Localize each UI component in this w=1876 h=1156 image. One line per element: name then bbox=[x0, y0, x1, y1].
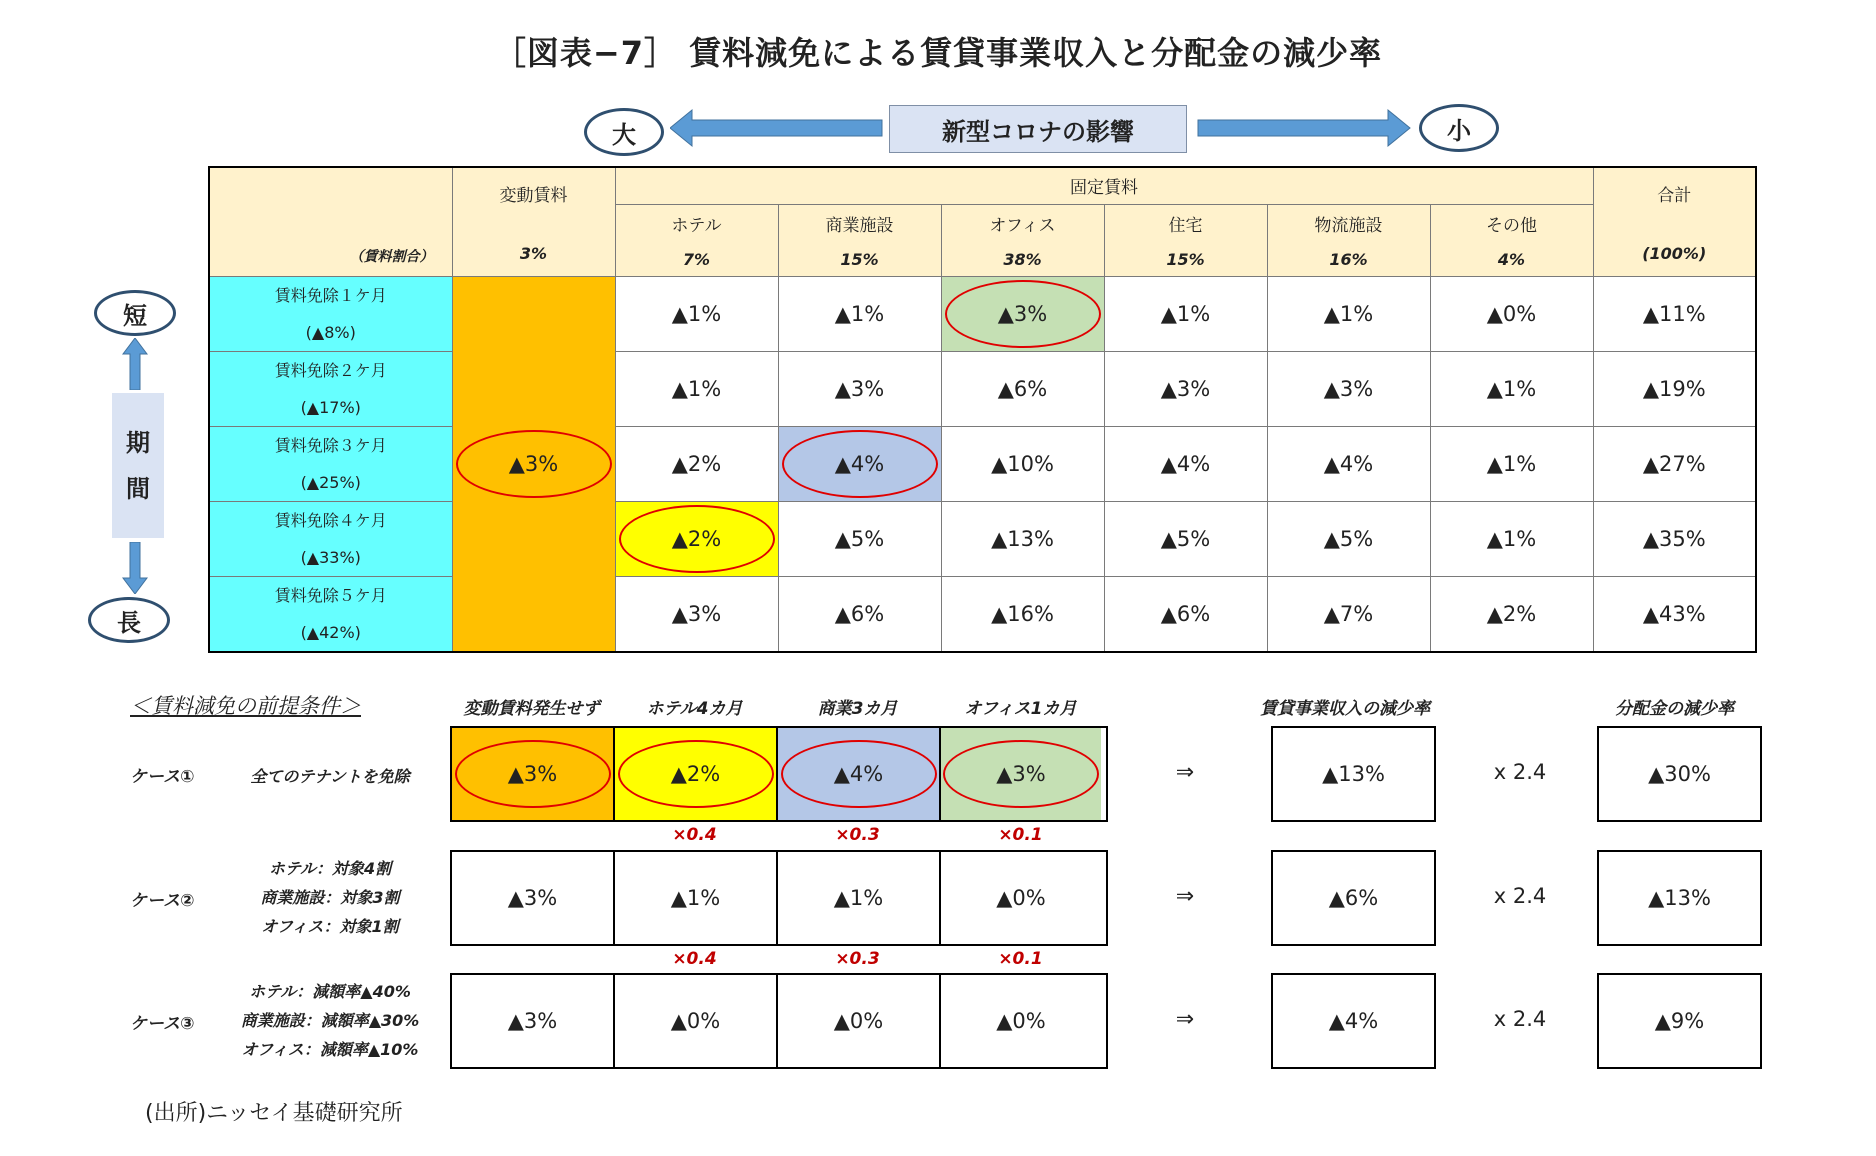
row-pct: (▲17%) bbox=[300, 397, 361, 417]
case-value-cell bbox=[615, 728, 778, 820]
multiplier-factor: x 2.4 bbox=[1493, 884, 1547, 908]
impact-big-label: 大 bbox=[612, 120, 636, 149]
data-cell bbox=[1430, 501, 1593, 576]
cell-value: ▲13% bbox=[991, 526, 1054, 551]
row-label: 賃料免除１ケ月 bbox=[274, 285, 387, 305]
share-label-cell bbox=[209, 167, 452, 276]
fixed-header-label: 固定賃料 bbox=[1070, 178, 1138, 199]
case-description bbox=[225, 762, 435, 791]
cell-value: ▲1% bbox=[1160, 301, 1211, 326]
data-cell bbox=[941, 576, 1104, 652]
case-value-cell bbox=[941, 728, 1101, 820]
data-cell bbox=[1267, 351, 1430, 426]
case-value: ▲0% bbox=[833, 1009, 884, 1033]
case-values-row bbox=[450, 850, 1108, 946]
total-value: ▲27% bbox=[1642, 451, 1706, 476]
cell-value: ▲6% bbox=[997, 376, 1048, 401]
highlight-circle bbox=[945, 280, 1101, 348]
cell-value: ▲3% bbox=[1323, 376, 1374, 401]
period-long-label: 長 bbox=[117, 608, 141, 637]
case-value-cell bbox=[452, 728, 615, 820]
fixed-col-header bbox=[778, 204, 941, 276]
cell-value: ▲1% bbox=[1486, 451, 1537, 476]
fixed-col-header bbox=[941, 204, 1104, 276]
case-value: ▲0% bbox=[996, 1009, 1046, 1033]
data-cell bbox=[1267, 426, 1430, 501]
period-label-top: 期 bbox=[126, 428, 150, 457]
fixed-col-share: 16% bbox=[1329, 250, 1368, 269]
cell-value: ▲6% bbox=[834, 601, 885, 626]
total-value: ▲35% bbox=[1642, 526, 1706, 551]
total-cell bbox=[1593, 276, 1756, 351]
case-value: ▲3% bbox=[507, 886, 558, 910]
case-label: ケース② bbox=[130, 891, 195, 911]
cell-value: ▲4% bbox=[1323, 451, 1374, 476]
implies-arrow: ⇒ bbox=[1175, 884, 1195, 909]
cond-header-variable: 変動賃料発生せず bbox=[463, 699, 600, 719]
case-value-cell bbox=[778, 728, 941, 820]
period-box bbox=[112, 393, 164, 538]
cell-value: ▲16% bbox=[991, 601, 1054, 626]
implies-arrow: ⇒ bbox=[1175, 760, 1195, 785]
case-value: ▲1% bbox=[670, 886, 721, 910]
fixed-col-name: 住宅 bbox=[1168, 216, 1203, 236]
distribution-decline-value: ▲13% bbox=[1648, 886, 1711, 910]
highlight-circle bbox=[618, 740, 774, 808]
highlight-circle bbox=[456, 430, 612, 498]
multiplier-factor: x 2.4 bbox=[1493, 760, 1547, 784]
fixed-col-name: 物流施設 bbox=[1314, 216, 1383, 236]
conditions-title: ＜賃料減免の前提条件＞ bbox=[130, 694, 361, 718]
distribution-decline-box bbox=[1597, 726, 1762, 822]
row-header bbox=[209, 576, 452, 652]
case-values-row bbox=[450, 726, 1108, 822]
distribution-decline-box bbox=[1597, 973, 1762, 1069]
fixed-col-name: オフィス bbox=[989, 216, 1056, 236]
ratio-multiplier: ×0.1 bbox=[998, 949, 1043, 969]
fixed-col-share: 15% bbox=[1166, 250, 1205, 269]
multiplier-factor: x 2.4 bbox=[1493, 1007, 1547, 1031]
case-value-cell bbox=[615, 975, 778, 1067]
case-value: ▲0% bbox=[670, 1009, 721, 1033]
case-description-line: 全てのテナントを免除 bbox=[250, 767, 410, 786]
impact-label: 新型コロナの影響 bbox=[942, 117, 1134, 146]
cell-value: ▲0% bbox=[1486, 301, 1537, 326]
row-header bbox=[209, 501, 452, 576]
cell-value: ▲2% bbox=[671, 526, 722, 551]
income-decline-box bbox=[1271, 973, 1436, 1069]
case-label: ケース③ bbox=[130, 1014, 195, 1034]
row-pct: (▲8%) bbox=[305, 322, 356, 342]
data-cell bbox=[778, 576, 941, 652]
ratio-multiplier: ×0.4 bbox=[672, 825, 717, 845]
total-header bbox=[1593, 167, 1756, 276]
impact-big-oval bbox=[584, 108, 664, 156]
row-pct: (▲42%) bbox=[300, 622, 361, 642]
cell-value: ▲1% bbox=[834, 301, 885, 326]
chart-title: ［図表−7］ 賃料減免による賃貸事業収入と分配金の減少率 bbox=[493, 34, 1383, 72]
cell-value: ▲10% bbox=[991, 451, 1054, 476]
table-row bbox=[209, 576, 1756, 652]
ratio-multiplier: ×0.1 bbox=[998, 825, 1043, 845]
data-cell bbox=[1104, 276, 1267, 351]
ratio-multiplier: ×0.3 bbox=[835, 949, 880, 969]
cell-value: ▲3% bbox=[1160, 376, 1211, 401]
data-cell bbox=[941, 351, 1104, 426]
fixed-col-header bbox=[1430, 204, 1593, 276]
period-long-oval bbox=[88, 597, 170, 643]
highlight-circle bbox=[782, 430, 938, 498]
fixed-col-share: 4% bbox=[1497, 250, 1526, 269]
cell-value: ▲5% bbox=[834, 526, 885, 551]
total-value: ▲43% bbox=[1642, 601, 1706, 626]
data-cell bbox=[1104, 576, 1267, 652]
ratio-multiplier: ×0.3 bbox=[835, 825, 880, 845]
fixed-col-name: 商業施設 bbox=[825, 216, 894, 236]
cell-value: ▲4% bbox=[1160, 451, 1211, 476]
total-value: ▲11% bbox=[1642, 301, 1706, 326]
case-label: ケース① bbox=[130, 767, 195, 787]
case-description-line: オフィス：減額率▲10% bbox=[241, 1040, 419, 1059]
row-label: 賃料免除４ケ月 bbox=[274, 510, 387, 530]
case-value: ▲3% bbox=[996, 762, 1046, 786]
row-label: 賃料免除２ケ月 bbox=[274, 360, 387, 380]
highlight-circle bbox=[455, 740, 611, 808]
table-row bbox=[209, 426, 1756, 501]
source-note: (出所)ニッセイ基礎研究所 bbox=[145, 1101, 403, 1126]
data-cell bbox=[1104, 351, 1267, 426]
case-description-line: ホテル：対象4割 bbox=[268, 859, 392, 878]
case-description bbox=[225, 977, 435, 1064]
case-value: ▲1% bbox=[833, 886, 884, 910]
case-value-cell bbox=[778, 975, 941, 1067]
data-cell bbox=[615, 576, 778, 652]
data-cell bbox=[1267, 576, 1430, 652]
fixed-col-share: 15% bbox=[840, 250, 879, 269]
cond-header-office: オフィス1カ月 bbox=[964, 699, 1077, 719]
impact-small-oval bbox=[1419, 104, 1499, 152]
rent-reduction-table bbox=[208, 166, 1757, 653]
down-arrow-icon bbox=[122, 542, 148, 594]
case-value: ▲2% bbox=[670, 762, 721, 786]
cell-value: ▲2% bbox=[671, 451, 722, 476]
right-arrow-icon bbox=[1196, 108, 1411, 148]
case-value-cell bbox=[778, 852, 941, 944]
total-header-label: 合計 bbox=[1657, 185, 1692, 206]
case-value-cell bbox=[452, 852, 615, 944]
data-cell bbox=[778, 276, 941, 351]
cell-value: ▲1% bbox=[671, 301, 722, 326]
income-decline-box bbox=[1271, 726, 1436, 822]
distribution-decline-box bbox=[1597, 850, 1762, 946]
case-description-line: 商業施設：対象3割 bbox=[260, 888, 400, 907]
case-value: ▲3% bbox=[507, 762, 558, 786]
distribution-decline-value: ▲30% bbox=[1648, 762, 1711, 786]
cond-header-dist: 分配金の減少率 bbox=[1615, 699, 1734, 719]
case-value-cell bbox=[452, 975, 615, 1067]
fixed-col-share: 7% bbox=[682, 250, 711, 269]
period-short-label: 短 bbox=[123, 301, 147, 330]
case-value: ▲0% bbox=[996, 886, 1046, 910]
row-header bbox=[209, 426, 452, 501]
total-value: ▲19% bbox=[1642, 376, 1706, 401]
fixed-col-header bbox=[1267, 204, 1430, 276]
cell-value: ▲3% bbox=[834, 376, 885, 401]
distribution-decline-value: ▲9% bbox=[1654, 1009, 1705, 1033]
data-cell bbox=[1430, 576, 1593, 652]
cell-value: ▲1% bbox=[1486, 376, 1537, 401]
row-pct: (▲33%) bbox=[300, 547, 361, 567]
row-label: 賃料免除３ケ月 bbox=[274, 435, 387, 455]
data-cell bbox=[778, 501, 941, 576]
data-cell bbox=[778, 426, 941, 501]
case-value: ▲4% bbox=[833, 762, 884, 786]
data-cell bbox=[941, 426, 1104, 501]
variable-rent-cell bbox=[452, 276, 615, 652]
data-cell bbox=[941, 276, 1104, 351]
data-cell bbox=[1104, 426, 1267, 501]
data-cell bbox=[1430, 351, 1593, 426]
case-values-row bbox=[450, 973, 1108, 1069]
data-cell bbox=[1267, 276, 1430, 351]
data-cell bbox=[615, 501, 778, 576]
cell-value: ▲6% bbox=[1160, 601, 1211, 626]
data-cell bbox=[1267, 501, 1430, 576]
data-cell bbox=[1430, 426, 1593, 501]
ratio-multiplier: ×0.4 bbox=[672, 949, 717, 969]
total-cell bbox=[1593, 351, 1756, 426]
cell-value: ▲3% bbox=[671, 601, 722, 626]
cond-header-hotel: ホテル4カ月 bbox=[646, 699, 743, 719]
case-description-line: ホテル：減額率▲40% bbox=[249, 982, 411, 1001]
share-label: （賃料割合） bbox=[349, 248, 434, 265]
variable-header-share: 3% bbox=[519, 243, 548, 263]
row-pct: (▲25%) bbox=[300, 472, 361, 492]
case-description-line: 商業施設：減額率▲30% bbox=[240, 1011, 420, 1030]
highlight-circle bbox=[943, 740, 1099, 808]
variable-header-label: 変動賃料 bbox=[499, 185, 568, 206]
income-decline-value: ▲13% bbox=[1322, 762, 1385, 786]
fixed-col-share: 38% bbox=[1003, 250, 1042, 269]
cell-value: ▲4% bbox=[834, 451, 885, 476]
case-value: ▲3% bbox=[507, 1009, 558, 1033]
cell-value: ▲5% bbox=[1323, 526, 1374, 551]
row-label: 賃料免除５ケ月 bbox=[274, 585, 387, 605]
cell-value: ▲3% bbox=[508, 451, 559, 476]
cell-value: ▲5% bbox=[1160, 526, 1211, 551]
data-cell bbox=[1430, 276, 1593, 351]
total-cell bbox=[1593, 426, 1756, 501]
row-header bbox=[209, 276, 452, 351]
left-arrow-icon bbox=[670, 108, 885, 148]
data-cell bbox=[615, 351, 778, 426]
highlight-circle bbox=[619, 505, 775, 573]
data-cell bbox=[1104, 501, 1267, 576]
data-cell bbox=[615, 276, 778, 351]
period-label-bottom: 間 bbox=[126, 474, 150, 503]
cell-value: ▲2% bbox=[1486, 601, 1537, 626]
case-value-cell bbox=[941, 975, 1101, 1067]
fixed-col-header bbox=[1104, 204, 1267, 276]
total-cell bbox=[1593, 576, 1756, 652]
fixed-header bbox=[615, 167, 1593, 204]
cell-value: ▲3% bbox=[997, 301, 1048, 326]
case-value-cell bbox=[941, 852, 1101, 944]
implies-arrow: ⇒ bbox=[1175, 1007, 1195, 1032]
cell-value: ▲7% bbox=[1323, 601, 1374, 626]
impact-small-label: 小 bbox=[1447, 116, 1471, 145]
table-row bbox=[209, 351, 1756, 426]
table-row bbox=[209, 276, 1756, 351]
cond-header-commercial: 商業3カ月 bbox=[817, 699, 898, 719]
total-header-share: (100%) bbox=[1642, 243, 1707, 263]
table-row bbox=[209, 501, 1756, 576]
cell-value: ▲1% bbox=[1323, 301, 1374, 326]
fixed-col-name: ホテル bbox=[671, 216, 722, 236]
data-cell bbox=[941, 501, 1104, 576]
case-description-line: オフィス：対象1割 bbox=[261, 917, 399, 936]
income-decline-value: ▲4% bbox=[1328, 1009, 1379, 1033]
fixed-col-name: その他 bbox=[1486, 216, 1537, 236]
data-cell bbox=[615, 426, 778, 501]
variable-header bbox=[452, 167, 615, 276]
income-decline-value: ▲6% bbox=[1328, 886, 1379, 910]
highlight-circle bbox=[781, 740, 937, 808]
data-cell bbox=[778, 351, 941, 426]
impact-label-box bbox=[889, 105, 1187, 153]
cell-value: ▲1% bbox=[1486, 526, 1537, 551]
total-cell bbox=[1593, 501, 1756, 576]
case-description bbox=[225, 854, 435, 941]
cell-value: ▲1% bbox=[671, 376, 722, 401]
cond-header-income: 賃貸事業収入の減少率 bbox=[1260, 699, 1430, 719]
period-short-oval bbox=[94, 290, 176, 336]
income-decline-box bbox=[1271, 850, 1436, 946]
case-value-cell bbox=[615, 852, 778, 944]
row-header bbox=[209, 351, 452, 426]
fixed-col-header bbox=[615, 204, 778, 276]
up-arrow-icon bbox=[122, 338, 148, 390]
